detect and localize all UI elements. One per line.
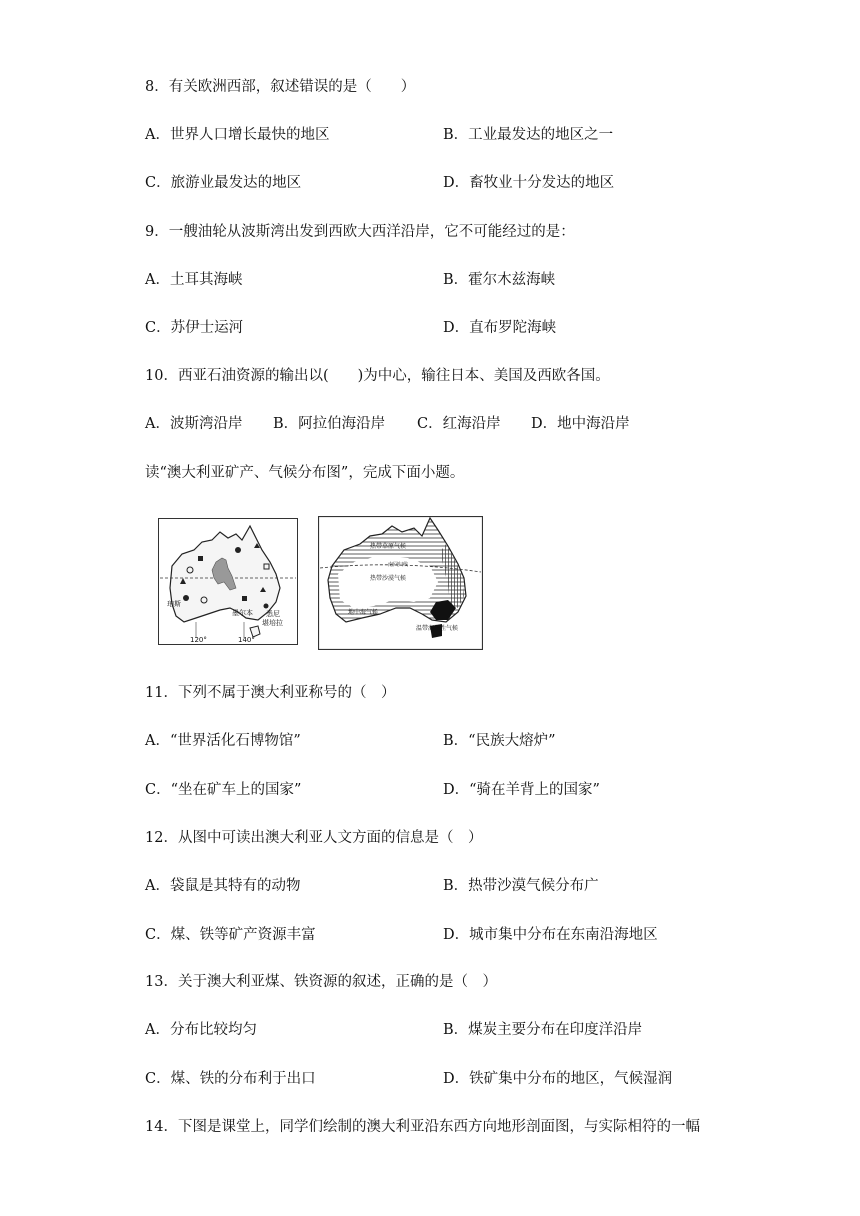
question-8-option-b: B．工业最发达的地区之一 (443, 127, 614, 143)
tropical-savanna-label: 热带草原气候 (370, 543, 407, 550)
question-13-option-a: A．分布比较均匀 (145, 1022, 257, 1038)
question-13-option-d: D．铁矿集中分布的地区，气候湿润 (443, 1071, 673, 1087)
question-13-stem: 13．关于澳大利亚煤、铁资源的叙述，正确的是（ ） (145, 974, 497, 990)
australia-minerals-map (158, 518, 298, 645)
question-9-option-a: A．土耳其海峡 (145, 272, 243, 288)
question-12-option-a: A．袋鼠是其特有的动物 (145, 878, 301, 894)
question-10-option-a: A．波斯湾沿岸 (145, 416, 243, 432)
question-9-option-d: D．直布罗陀海峡 (443, 320, 557, 336)
question-11-option-d: D．“骑在羊背上的国家” (443, 782, 600, 798)
tropical-desert-label: 热带沙漠气候 (370, 575, 407, 582)
melbourne-label: 墨尔本 (232, 609, 253, 617)
figure-intro-text: 读“澳大利亚矿产、气候分布图”，完成下面小题。 (145, 465, 465, 481)
question-9-option-b: B．霍尔木兹海峡 (443, 272, 556, 288)
question-8-stem: 8．有关欧洲西部，叙述错误的是（ ） (145, 79, 416, 95)
sydney-label: 悉尼 (266, 610, 280, 618)
question-10-option-c: C．红海沿岸 (417, 416, 501, 432)
perth-label: 珀斯 (167, 600, 181, 608)
question-10-option-b: B．阿拉伯海沿岸 (273, 416, 386, 432)
mediterranean-label: 地中海气候 (348, 609, 379, 616)
question-11-option-b: B．“民族大熔炉” (443, 733, 556, 749)
tropic-of-capricorn-label: 南回归线 (388, 562, 409, 568)
longitude-140-label: 140° (238, 636, 255, 644)
question-12-option-d: D．城市集中分布在东南沿海地区 (443, 927, 658, 943)
longitude-120-label: 120° (190, 636, 207, 644)
question-9-stem: 9．一艘油轮从波斯湾出发到西欧大西洋沿岸，它不可能经过的是： (145, 224, 575, 240)
question-9-option-c: C．苏伊士运河 (145, 320, 244, 336)
question-13-option-c: C．煤、铁的分布利于出口 (145, 1071, 316, 1087)
question-8-option-a: A．世界人口增长最快的地区 (145, 127, 330, 143)
question-11-option-a: A．“世界活化石博物馆” (145, 733, 301, 749)
question-14-stem: 14．下图是课堂上，同学们绘制的澳大利亚沿东西方向地形剖面图，与实际相符的一幅 (145, 1119, 700, 1135)
question-11-option-c: C．“坐在矿车上的国家” (145, 782, 302, 798)
question-10-option-d: D．地中海沿岸 (531, 416, 630, 432)
question-8-option-c: C．旅游业最发达的地区 (145, 175, 302, 191)
question-8-option-d: D．畜牧业十分发达的地区 (443, 175, 615, 191)
question-13-option-b: B．煤炭主要分布在印度洋沿岸 (443, 1022, 643, 1038)
question-12-option-b: B．热带沙漠气候分布广 (443, 878, 599, 894)
question-12-stem: 12．从图中可读出澳大利亚人文方面的信息是（ ） (145, 830, 483, 846)
question-12-option-c: C．煤、铁等矿产资源丰富 (145, 927, 316, 943)
temperate-marine-label: 温带海洋性气候 (416, 625, 459, 632)
question-11-stem: 11．下列不属于澳大利亚称号的（ ） (145, 685, 396, 701)
canberra-label: 堪培拉 (262, 619, 283, 627)
question-10-stem: 10．西亚石油资源的输出以( )为中心，输往日本、美国及西欧各国。 (145, 368, 610, 384)
australia-climate-map (318, 516, 483, 650)
